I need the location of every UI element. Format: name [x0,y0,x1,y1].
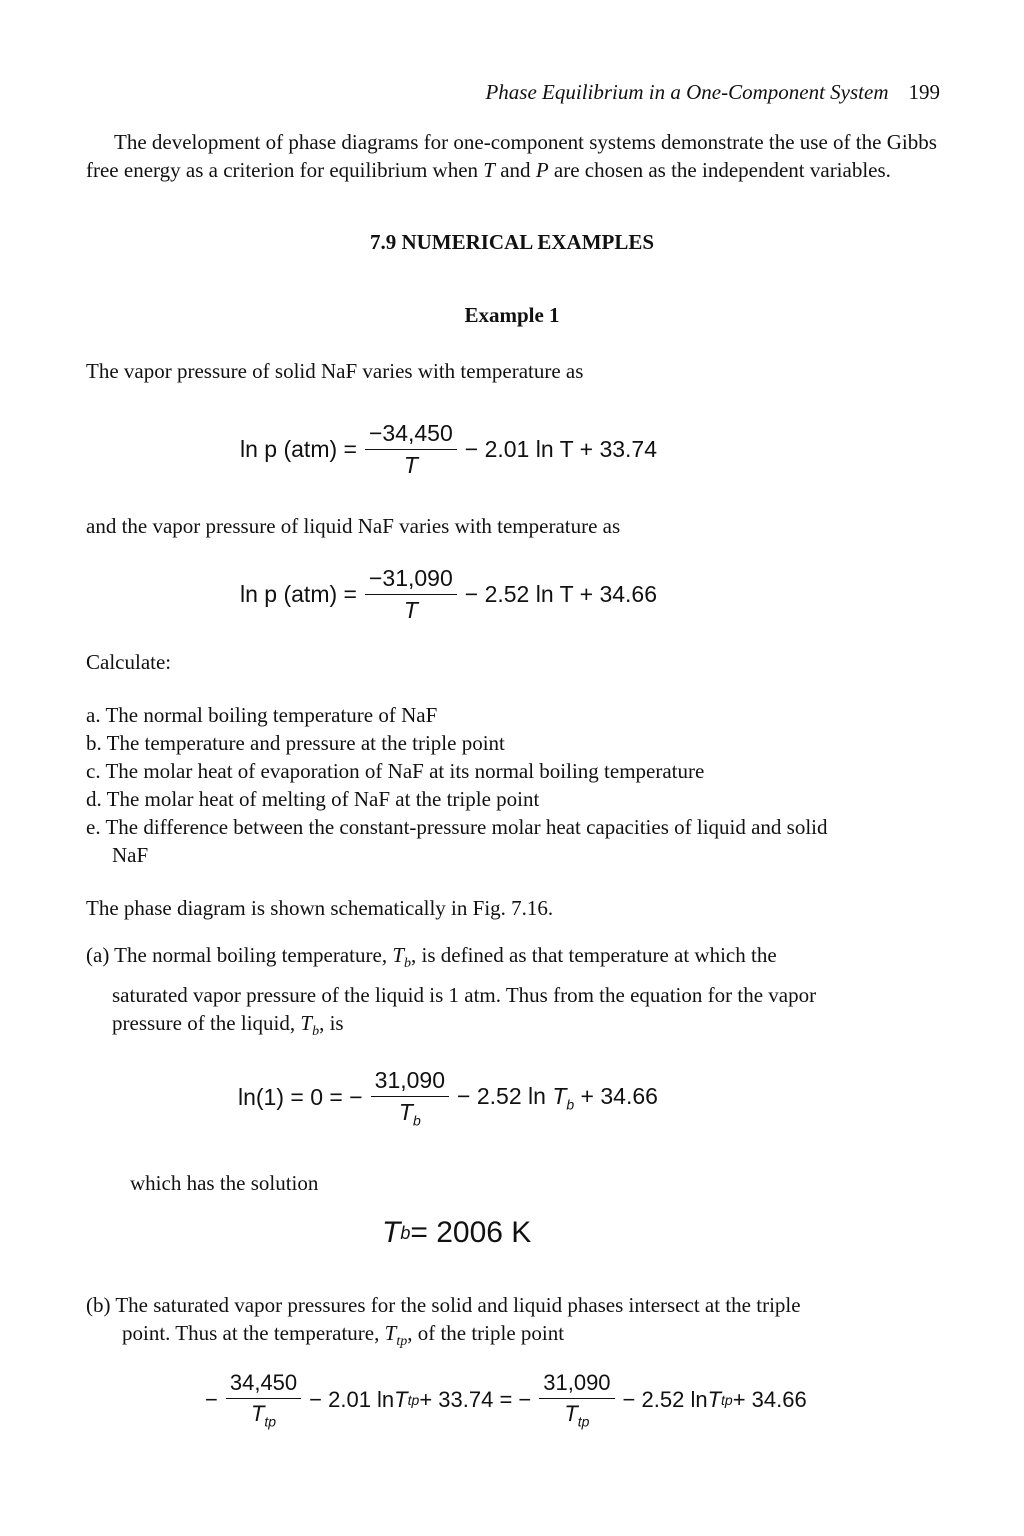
liquid-vapor-text: and the vapor pressure of liquid NaF varies with temperature as [86,514,621,538]
part-b-text [86,1291,942,1356]
intro-line-1: The development of phase diagrams for one-component systems demonstrate the use of the [114,130,882,154]
solution-text: which has the solution [130,1171,319,1195]
part-a-line-1: (a) The normal boiling temperature, $T_b$, is defined as that temperature at which the [86,943,777,972]
list-item: b. The temperature and pressure at the triple point [86,731,505,755]
eq2-rest: − 2.52 ln T + 34.66 [464,581,658,607]
intro-line-2c: are chosen as the independent variables. [548,158,891,182]
intro-line-2a: Gibbs free energy as a criterion for equilibrium when [86,130,937,182]
eq1-rest: − 2.01 ln T + 33.74 [464,436,658,462]
equation-solid [240,420,657,479]
eq3-denominator: $T_b$ [398,1099,421,1129]
part-a-line-2: saturated vapor pressure of the liquid is 1 atm. Thus from the equation for the vapor [112,983,817,1008]
eq1-denominator: T [403,452,418,478]
eq3-rest: − 2.52 $\ln T_b + 34.66$ [457,1083,658,1113]
equation-solution: T b = 2006 K [382,1216,532,1249]
eq3-lhs: ln(1) = 0 = − [238,1084,363,1111]
eq1-lhs: ln p (atm) = [240,436,357,462]
list-item: a. The normal boiling temperature of NaF [86,703,438,727]
part-a-text [86,938,942,1046]
equation-boiling [238,1067,658,1129]
eq2-denominator: T [403,597,418,623]
running-header [485,80,940,105]
eq2-numerator: −31,090 [365,565,457,595]
part-a-line-3: pressure of the liquid, $T_b$, is [112,1011,344,1040]
part-b-line-2: point. Thus at the temperature, $T_{tp}$, of the triple point [122,1321,565,1350]
intro-var-t: T [483,158,495,182]
eq1-fraction [365,420,457,479]
example-title: Example 1 [464,303,560,327]
eq2-fraction [365,565,457,624]
solid-vapor-text: The vapor pressure of solid NaF varies with temperature as [86,359,584,383]
equation-triple-point: − $\frac{34,450}{T_{tp}}$ − 2.01 ln T tp + 33.74 = − $\frac{31,090}{T_{tp}}$ − 2.52 ln T tp + 34.66 [205,1370,807,1430]
diagram-reference: The phase diagram is shown schematically in Fig. 7.16. [86,896,554,920]
task-list [86,701,946,869]
eq5-fraction-2: $\frac{31,090}{T_{tp}}$ [539,1370,614,1429]
eq3-fraction [371,1067,449,1129]
intro-paragraph [86,128,942,184]
list-item: d. The molar heat of melting of NaF at the triple point [86,787,540,811]
list-item: e. The difference between the constant-pressure molar heat capacities of liquid and solid [86,815,828,839]
header-title: Phase Equilibrium in a One-Component System [485,80,889,104]
eq5-fraction-1: $\frac{34,450}{T_{tp}}$ [226,1370,301,1429]
intro-line-2b: and [494,158,536,182]
equation-liquid [240,565,657,624]
eq2-lhs: ln p (atm) = [240,581,357,607]
section-title: 7.9 NUMERICAL EXAMPLES [369,230,655,254]
eq1-numerator: −34,450 [365,420,457,450]
list-item: NaF [112,843,149,867]
list-item: c. The molar heat of evaporation of NaF at its normal boiling temperature [86,759,705,783]
part-b-line-1: (b) The saturated vapor pressures for the solid and liquid phases intersect at the triple [86,1293,801,1317]
eq5-neg: − [205,1386,218,1412]
calculate-label: Calculate: [86,650,172,674]
intro-var-p: P [535,158,549,182]
eq3-numerator: 31,090 [371,1067,449,1097]
page-number: 199 [908,80,940,104]
